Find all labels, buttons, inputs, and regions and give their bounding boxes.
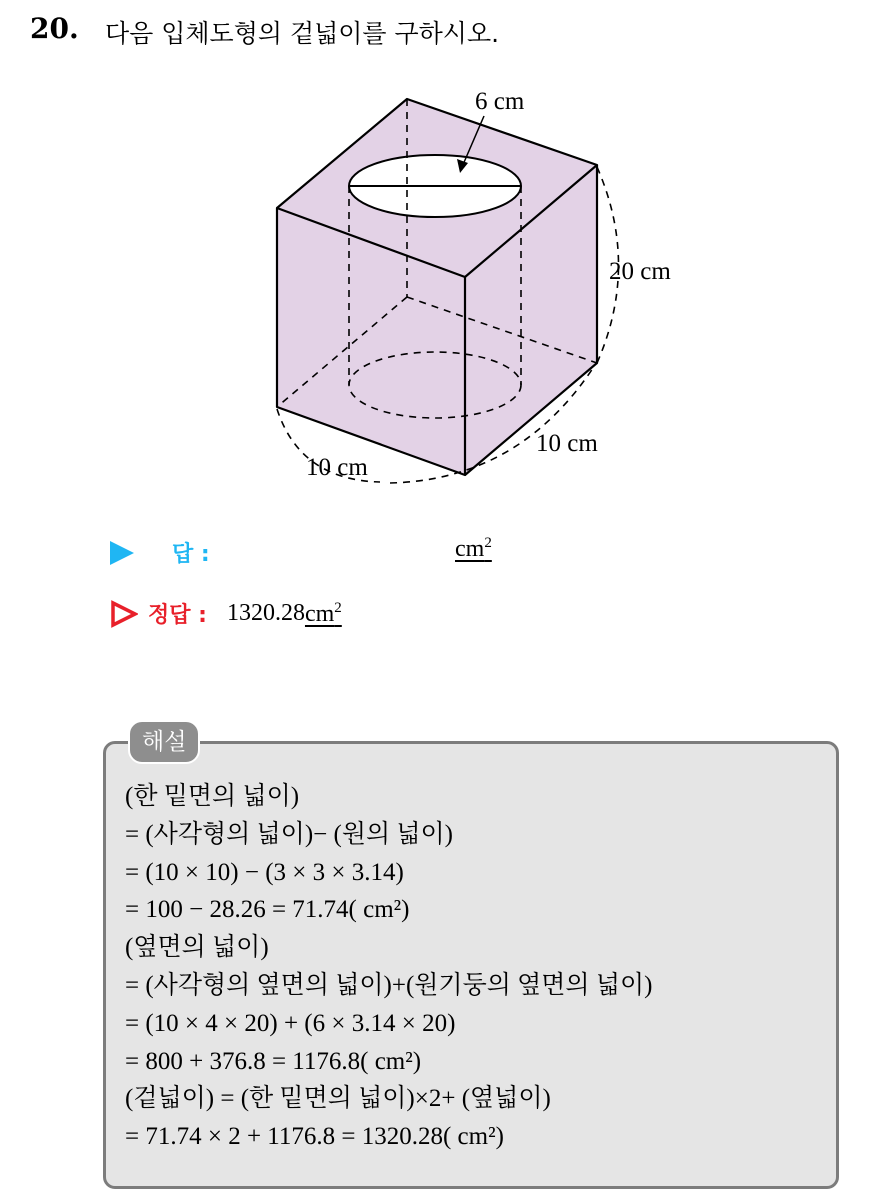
label-height: 20 cm (609, 258, 671, 285)
correct-value: 1320.28 (226, 600, 305, 626)
correct-label: 정답 : (148, 603, 207, 628)
solid-figure (0, 0, 884, 520)
solution-line: = (사각형의 넓이)− (원의 넓이) (125, 820, 453, 848)
answer-play-icon (110, 541, 134, 565)
correct-row (110, 598, 342, 629)
solution-line: (한 밑면의 넓이) (125, 783, 300, 810)
solution-line: (옆면의 넓이) (125, 934, 269, 962)
answer-label: 답 : (172, 542, 210, 567)
correct-play-outline-icon (110, 600, 138, 628)
question-number: 20. (30, 12, 79, 45)
answer-blank-unit[interactable] (455, 535, 492, 563)
question-text: 다음 입체도형의 겉넓이를 구하시오. (105, 19, 500, 48)
solution-line: = (10 × 10) − (3 × 3 × 3.14) (125, 858, 404, 886)
answer-row (110, 537, 210, 568)
solution-tag: 해설 (128, 720, 200, 764)
answer-unit-exp: 2 (484, 535, 492, 551)
label-depth: 10 cm (536, 430, 598, 457)
label-width: 10 cm (306, 454, 368, 481)
label-diameter: 6 cm (475, 88, 525, 115)
solution-line: = 71.74 × 2 + 1176.8 = 1320.28( cm²) (125, 1123, 504, 1151)
solution-line: = 100 − 28.26 = 71.74( cm²) (125, 896, 410, 924)
solution-line: (겉넓이) = (한 밑면의 넓이)×2+ (옆넓이) (125, 1085, 551, 1113)
correct-unit-wrap (305, 600, 342, 628)
solution-line: = 800 + 376.8 = 1176.8( cm²) (125, 1047, 422, 1075)
solution-line: = (10 × 4 × 20) + (6 × 3.14 × 20) (125, 1009, 456, 1037)
solution-lines (125, 778, 652, 1156)
correct-unit-exp: 2 (334, 599, 342, 616)
solution-line: = (사각형의 옆면의 넓이)+(원기둥의 옆면의 넓이) (125, 971, 653, 999)
correct-unit: cm (304, 600, 335, 627)
answer-unit: cm (455, 536, 485, 562)
